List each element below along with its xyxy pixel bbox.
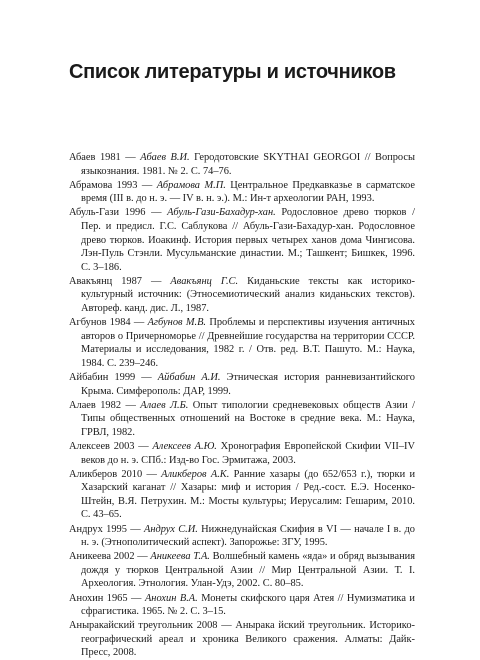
- entry-text: Анырака йский треугольник. Историко-географический ареал и хроника Великого сражения. Алматы: Дайк-Пресс, 2008.: [81, 620, 415, 659]
- entry-key: Алексеев 2003: [69, 440, 135, 452]
- entry-text: Ранние хазары (до 652/653 г.), тюрки и Хазарский каганат // Хазары: миф и история / Ред.-сост. Е.Э. Носенко-Штейн, В.Я. Петрухин. М.: Мосты культуры; Иерусалим: Гешарим, 2010. С. 43–65.: [81, 468, 416, 521]
- entry-text: Киданьские тексты как историко-культурный источник: (Этносемиотический анализ киданьских текстов). Автореф. канд. дис. Л., 1987.: [81, 275, 415, 315]
- entry-text: Монеты скифского царя Атея // Нумизматика и сфрагистика. 1965. № 2. С. 3–15.: [81, 592, 415, 618]
- entry-author: Анохин В.А.: [144, 592, 198, 604]
- entry-text: Нижнедунайская Скифия в VI — начале I в. до н. э. (Этнополитический аспект). Запорожье: ЗГУ, 1995.: [81, 523, 415, 549]
- bibliography-entry: Андрух 1995 — Андрух С.И. Нижнедунайская Скифия в VI — начале I в. до н. э. (Этнополитический аспект). Запорожье: ЗГУ, 1995.: [69, 523, 415, 549]
- bibliography-entry: Абрамова 1993 — Абрамова М.П. Центральное Предкавказье в сарматское время (III в. до н. э. — IV в. н. э.). М.: Ин-т археологии РАН, 1993.: [69, 179, 415, 205]
- entry-key: Аликберов 2010: [69, 468, 143, 480]
- bibliography-entry: Аликберов 2010 — Аликберов А.К. Ранние хазары (до 652/653 г.), тюрки и Хазарский каганат // Хазары: миф и история / Ред.-сост. Е.Э. Носенко-Штейн, В.Я. Петрухин. М.: Мосты культуры; Иерусалим: Гешарим, 2010. С. 43–65.: [69, 468, 416, 521]
- entry-key: Авакъянц 1987: [69, 275, 142, 287]
- bibliography-entry: Абаев 1981 — Абаев В.И. Геродотовские SKYTHAI GEORGOI // Вопросы языкознания. 1981. № 2. С. 74–76.: [69, 152, 415, 177]
- entry-text: Опыт типологии средневековых обществ Азии / Типы общественных отношений на Востоке в средние века. М.: Наука, ГРВЛ, 1982.: [81, 399, 415, 438]
- entry-author: Авакъянц Г.С.: [170, 275, 239, 287]
- entry-key: Анохин 1965: [69, 592, 128, 604]
- bibliography-list: [69, 151, 415, 660]
- bibliography-entry: Авакъянц 1987 — Авакъянц Г.С. Киданьские тексты как историко-культурный источник: (Этносемиотический анализ киданьских текстов). Автореф. канд. дис. Л., 1987.: [69, 275, 415, 315]
- entry-text: Хронография Европейской Скифии VII–IV веков до н. э. СПб.: Изд-во Гос. Эрмитажа, 2003.: [81, 440, 415, 466]
- entry-key: Абуль-Гази 1996: [69, 207, 146, 219]
- entry-key: Алаев 1982: [69, 399, 122, 411]
- entry-author: Абуль-Гази-Бахадур-хан.: [167, 207, 276, 219]
- bibliography-entry: Аныракайский треугольник 2008 — Анырака йский треугольник. Историко-географический ареал и хроника Великого сражения. Алматы: Дайк-Пресс, 2008.: [69, 620, 415, 659]
- entry-key: Аныракайский треугольник 2008: [69, 620, 218, 632]
- entry-author: Андрух С.И.: [143, 523, 198, 535]
- entry-key: Абрамова 1993: [69, 179, 138, 191]
- entry-author: Алаев Л.Б.: [140, 399, 189, 411]
- entry-author: Агбунов М.В.: [147, 317, 207, 329]
- bibliography-entry: Айбабин 1999 — Айбабин А.И. Этническая история ранневизантийского Крыма. Симферополь: ДАР, 1999.: [69, 372, 415, 397]
- entry-text: Центральное Предкавказье в сарматское время (III в. до н. э. — IV в. н. э.). М.: Ин-т археологии РАН, 1993.: [81, 179, 415, 205]
- bibliography-entry: Агбунов 1984 — Агбунов М.В. Проблемы и перспективы изучения античных авторов о Причерноморье // Древнейшие государства на территории СССР. Материалы и исследования, 1982 г. / Отв. ред. В.Т. Пашуто. М.: Наука, 1984. С. 239–246.: [69, 317, 415, 369]
- entry-key: Айбабин 1999: [69, 372, 136, 383]
- bibliography-entry: Анохин 1965 — Анохин В.А. Монеты скифского царя Атея // Нумизматика и сфрагистика. 1965. № 2. С. 3–15.: [69, 592, 415, 618]
- entry-key: Андрух 1995: [69, 523, 127, 535]
- entry-text: Этническая история ранневизантийского Крыма. Симферополь: ДАР, 1999.: [81, 372, 415, 397]
- entry-key: Агбунов 1984: [69, 317, 131, 329]
- entry-author: Абаев В.И.: [140, 152, 190, 163]
- entry-author: Аликберов А.К.: [161, 468, 230, 480]
- entry-text: Проблемы и перспективы изучения античных авторов о Причерноморье // Древнейшие государства на территории СССР. Материалы и исследования, 1982 г. / Отв. ред. В.Т. Пашуто. М.: Наука, 1984. С. 239–246.: [81, 317, 415, 369]
- bibliography-entry: Алаев 1982 — Алаев Л.Б. Опыт типологии средневековых обществ Азии / Типы общественных отношений на Востоке в средние века. М.: Наука, ГРВЛ, 1982.: [69, 399, 415, 438]
- entry-author: Аникеева Т.А.: [150, 551, 210, 563]
- entry-text: Геродотовские SKYTHAI GEORGOI // Вопросы языкознания. 1981. № 2. С. 74–76.: [81, 152, 415, 177]
- entry-author: Айбабин А.И.: [157, 372, 221, 383]
- entry-author: Абрамова М.П.: [156, 179, 226, 191]
- entry-text: Родословное древо тюрков / Пер. и предисл. Г.С. Саблукова // Абуль-Гази-Бахадур-хан. Родословное древо тюрков. Иоакинф. История первых четырех ханов дома Чингисова. Лэн-Пуль Стэнли. Мусульманские династии. М.; Ташкент; Бишкек, 1996. С. 3–186.: [81, 207, 415, 273]
- bibliography-entry: Аникеева 2002 — Аникеева Т.А. Волшебный камень «яда» и обряд вызывания дождя у тюрков Центральной Азии // Мир Центральной Азии. Т. I. Археология. Этнология. Улан-Удэ, 2002. С. 80–85.: [69, 551, 415, 590]
- entry-text: Волшебный камень «яда» и обряд вызывания дождя у тюрков Центральной Азии // Мир Центральной Азии. Т. I. Археология. Этнология. Улан-Удэ, 2002. С. 80–85.: [81, 551, 415, 590]
- bibliography-entry: Абуль-Гази 1996 — Абуль-Гази-Бахадур-хан. Родословное древо тюрков / Пер. и предисл. Г.С. Саблукова // Абуль-Гази-Бахадур-хан. Родословное древо тюрков. Иоакинф. История первых четырех ханов дома Чингисова. Лэн-Пуль Стэнли. Мусульманские династии. М.; Ташкент; Бишкек, 1996. С. 3–186.: [69, 207, 415, 273]
- entry-author: Алексеев А.Ю.: [152, 440, 217, 452]
- bibliography-entry: Алексеев 2003 — Алексеев А.Ю. Хронография Европейской Скифии VII–IV веков до н. э. СПб.: Изд-во Гос. Эрмитажа, 2003.: [69, 440, 415, 466]
- section-heading: Список литературы и источников: [69, 61, 396, 83]
- entry-key: Аникеева 2002: [69, 551, 135, 563]
- entry-key: Абаев 1981: [69, 152, 121, 163]
